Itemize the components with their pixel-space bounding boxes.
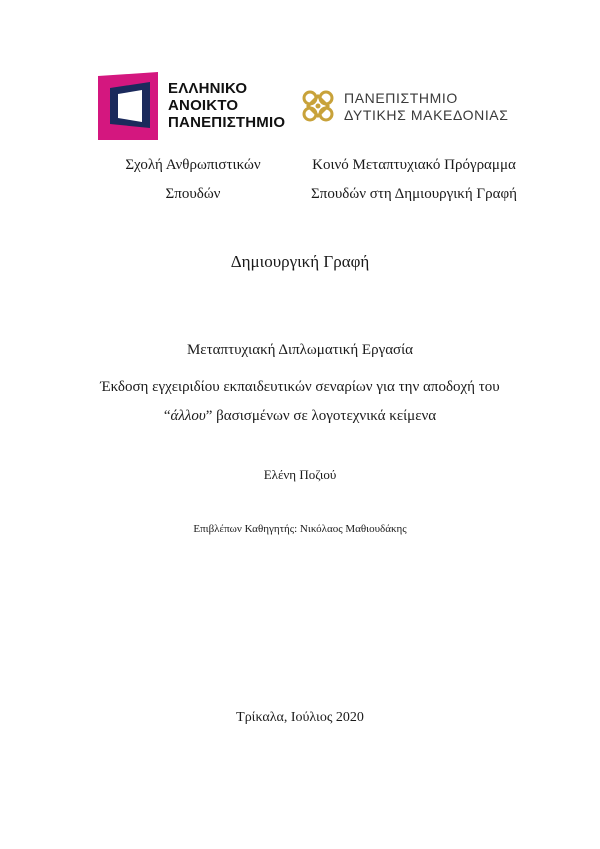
school-name bbox=[110, 151, 276, 209]
thesis-title-line-2-rest: ” βασισμένων σε λογοτεχνικά κείμενα bbox=[205, 408, 437, 424]
programme-name bbox=[300, 151, 528, 209]
eap-logo-line-3: ΠΑΝΕΠΙΣΤΗΜΙΟ bbox=[168, 114, 286, 131]
eap-logo-white-shape bbox=[118, 90, 142, 122]
thesis-title-line-1: Έκδοση εγχειριδίου εκπαιδευτικών σεναρίων για την αποδοχή του bbox=[100, 379, 500, 395]
uowm-logo-line-1: ΠΑΝΕΠΙΣΤΗΜΙΟ bbox=[344, 90, 458, 106]
author-name: Ελένη Ποζιού bbox=[263, 467, 337, 482]
eap-logo-text bbox=[168, 80, 285, 131]
place-date: Τρίκαλα, Ιούλιος 2020 bbox=[236, 710, 364, 725]
uowm-emblem-icon bbox=[300, 88, 336, 124]
eap-logo-line-1: ΕΛΛΗΝΙΚΟ bbox=[168, 80, 248, 97]
thesis-title-italic: άλλου bbox=[170, 408, 206, 424]
supervisor-line: Επιβλέπων Καθηγητής: Νικόλαος Μαθιουδάκης bbox=[193, 523, 407, 535]
thesis-type: Μεταπτυχιακή Διπλωματική Εργασία bbox=[186, 342, 414, 358]
subject-heading: Δημιουργική Γραφή bbox=[230, 252, 370, 271]
school-name-line-1: Σχολή Ανθρωπιστικών bbox=[125, 157, 261, 173]
programme-name-line-1: Κοινό Μεταπτυχιακό Πρόγραμμα bbox=[312, 157, 516, 173]
thesis-title bbox=[60, 373, 540, 431]
uowm-logo-line-2: ΔΥΤΙΚΗΣ ΜΑΚΕΔΟΝΙΑΣ bbox=[344, 107, 509, 123]
programme-name-line-2: Σπουδών στη Δημιουργική Γραφή bbox=[311, 186, 517, 202]
school-name-line-2: Σπουδών bbox=[165, 186, 221, 202]
thesis-title-line-2 bbox=[60, 402, 540, 431]
uowm-logo-text bbox=[344, 90, 509, 124]
thesis-title-quote-open: “ bbox=[163, 408, 171, 424]
eap-logo-line-2: ΑΝΟΙΚΤΟ bbox=[168, 97, 239, 114]
